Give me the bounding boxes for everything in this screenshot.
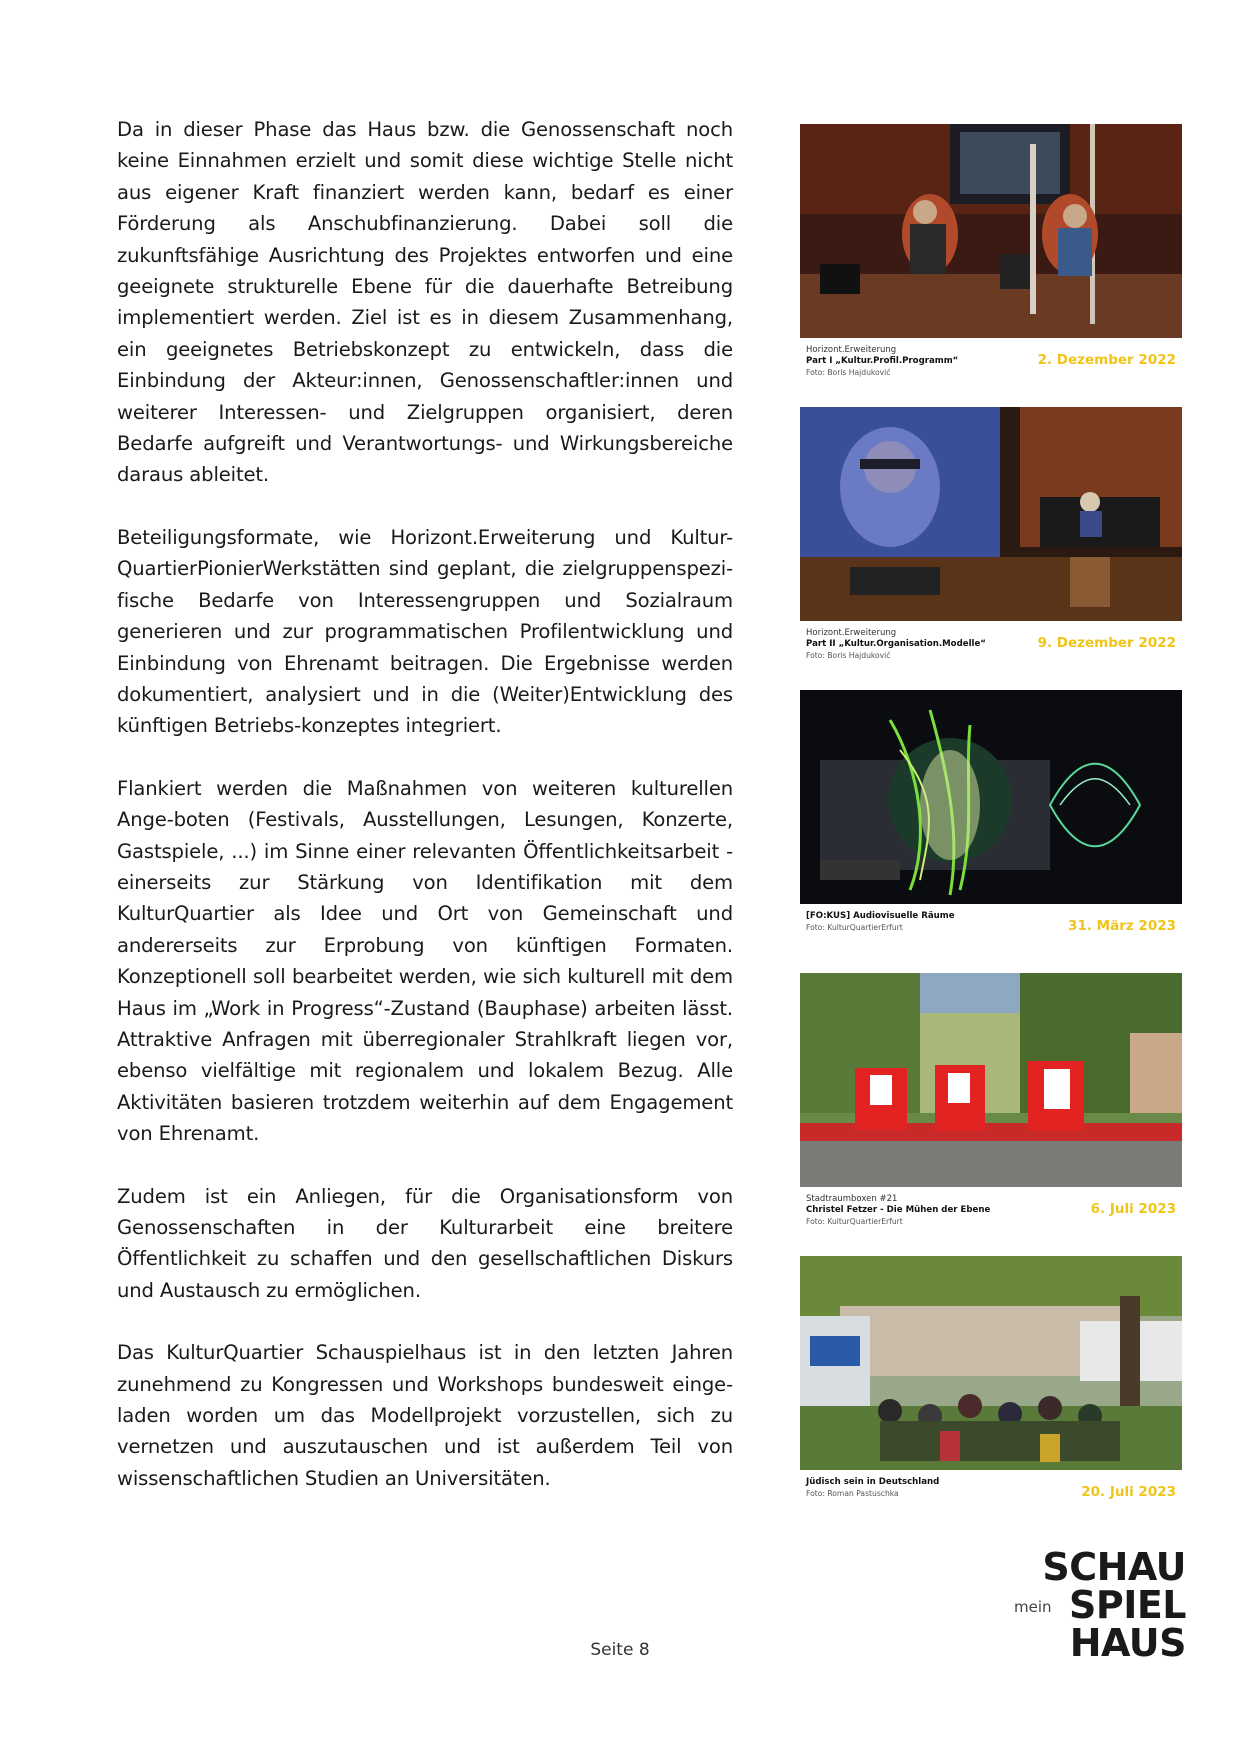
photo-video-projection: [800, 407, 1182, 621]
photo-panel-discussion: [800, 124, 1182, 338]
caption-credit: Foto: Boris Hajduković: [806, 651, 891, 660]
paragraph: Beteiligungsformate, wie Horizont.Erweiterung und Kultur-QuartierPionierWerkstätten sind geplant, die zielgruppenspezi-fische Bedarfe von Interessengruppen und Sozialraum generieren und zur programmatischen Profilentwicklung und Einbindung von Ehrenamt beitragen. Die Ergebnisse werden dokumentiert, analysiert und in die (Weiter)Entwicklung des künftigen Betriebs-konzeptes integriert.: [117, 525, 733, 738]
caption-date: 20. Juli 2023: [1081, 1484, 1176, 1500]
caption-title: Part I „Kultur.Profil.Programm“: [806, 356, 959, 366]
photo-entry: [800, 124, 1182, 407]
caption-date: 6. Juli 2023: [1090, 1201, 1176, 1217]
photo-caption: [800, 345, 1182, 397]
caption-kicker: Stadtraumboxen #21: [806, 1194, 898, 1204]
caption-kicker: Horizont.Erweiterung: [806, 345, 897, 355]
photo-caption: [800, 628, 1182, 680]
photo-outdoor-event: [800, 1256, 1182, 1470]
caption-credit: Foto: Roman Pastuschka: [806, 1489, 899, 1498]
page-number: Seite 8: [590, 1640, 650, 1660]
logo-mein: mein: [1014, 1598, 1052, 1616]
logo-line-1: SCHAU: [1042, 1545, 1186, 1589]
caption-credit: Foto: Boris Hajduković: [806, 368, 891, 377]
caption-date: 31. März 2023: [1068, 918, 1176, 934]
caption-title: Part II „Kultur.Organisation.Modelle“: [806, 639, 986, 649]
logo-line-3: HAUS: [1069, 1621, 1186, 1665]
caption-title: [FO:KUS] Audiovisuelle Räume: [806, 911, 955, 921]
caption-credit: Foto: KulturQuartierErfurt: [806, 923, 903, 932]
photo-entry: [800, 1256, 1182, 1539]
caption-date: 2. Dezember 2022: [1037, 352, 1176, 368]
paragraph: Zudem ist ein Anliegen, für die Organisationsform von Genossenschaften in der Kulturarbeit eine breitere Öffentlichkeit zu schaffen und den gesellschaftlichen Diskurs und Austausch zu ermöglichen.: [117, 1184, 733, 1302]
paragraph: Da in dieser Phase das Haus bzw. die Genossenschaft noch keine Einnahmen erzielt und somit diese wichtige Stelle nicht aus eigener Kraft finanziert werden kann, bedarf es einer Förderung als Anschubfinanzierung. Dabei soll die zukunftsfähige Ausrichtung des Projektes entworfen und eine geeignete strukturelle Ebene für die dauerhafte Betreibung implementiert werden. Ziel ist es in diesem Zusammenhang, ein geeignetes Betriebskonzept zu entwickeln, dass die Einbindung der Akteur:innen, Genossenschaftler:innen und weiterer Interessen- und Zielgruppen organisiert, deren Bedarfe aufgreift und Verantwortungs- und Wirkungsbereiche daraus ableitet.: [117, 118, 733, 487]
paragraph: Flankiert werden die Maßnahmen von weiteren kulturellen Ange-boten (Festivals, Ausstellungen, Lesungen, Konzerte, Gastspiele, ...) im Sinne einer relevanten Öffentlichkeitsarbeit - einerseits zur Stärkung von Identifikation mit dem KulturQuartier als Idee und Ort von Gemeinschaft und andererseits zur Erprobung von künftigen Formaten. Konzeptionell soll bearbeitet werden, wie sich kulturell mit dem Haus im „Work in Progress“-Zustand (Bauphase) arbeiten lässt. Attraktive Anfragen mit überregionaler Strahlkraft liegen vor, ebenso vielfältige mit regionalem und lokalem Bezug. Alle Aktivitäten basieren trotzdem weiterhin auf dem Engagement von Ehrenamt.: [117, 776, 733, 1146]
body-text: [117, 114, 733, 1525]
photo-entry: [800, 407, 1182, 690]
caption-title: Jüdisch sein in Deutschland: [806, 1477, 940, 1487]
caption-credit: Foto: KulturQuartierErfurt: [806, 1217, 903, 1226]
paragraph: Das KulturQuartier Schauspielhaus ist in den letzten Jahren zunehmend zu Kongressen und Workshops bundesweit einge-laden worden um das Modellprojekt vorzustellen, sich zu vernetzen und auszutauschen und ist außerdem Teil von wissenschaftlichen Studien an Universitäten.: [117, 1341, 733, 1490]
logo-line-2: SPIEL: [1068, 1583, 1186, 1627]
photo-stadtraumboxen: [800, 973, 1182, 1187]
photo-caption: [800, 1194, 1182, 1246]
caption-date: 9. Dezember 2022: [1037, 635, 1176, 651]
photo-audiovisual: [800, 690, 1182, 904]
caption-kicker: Horizont.Erweiterung: [806, 628, 897, 638]
photo-caption: [800, 911, 1182, 963]
photo-column: [800, 124, 1182, 1539]
photo-entry: [800, 973, 1182, 1256]
caption-title: Christel Fetzer - Die Mühen der Ebene: [806, 1205, 991, 1215]
photo-entry: [800, 690, 1182, 973]
photo-caption: [800, 1477, 1182, 1529]
